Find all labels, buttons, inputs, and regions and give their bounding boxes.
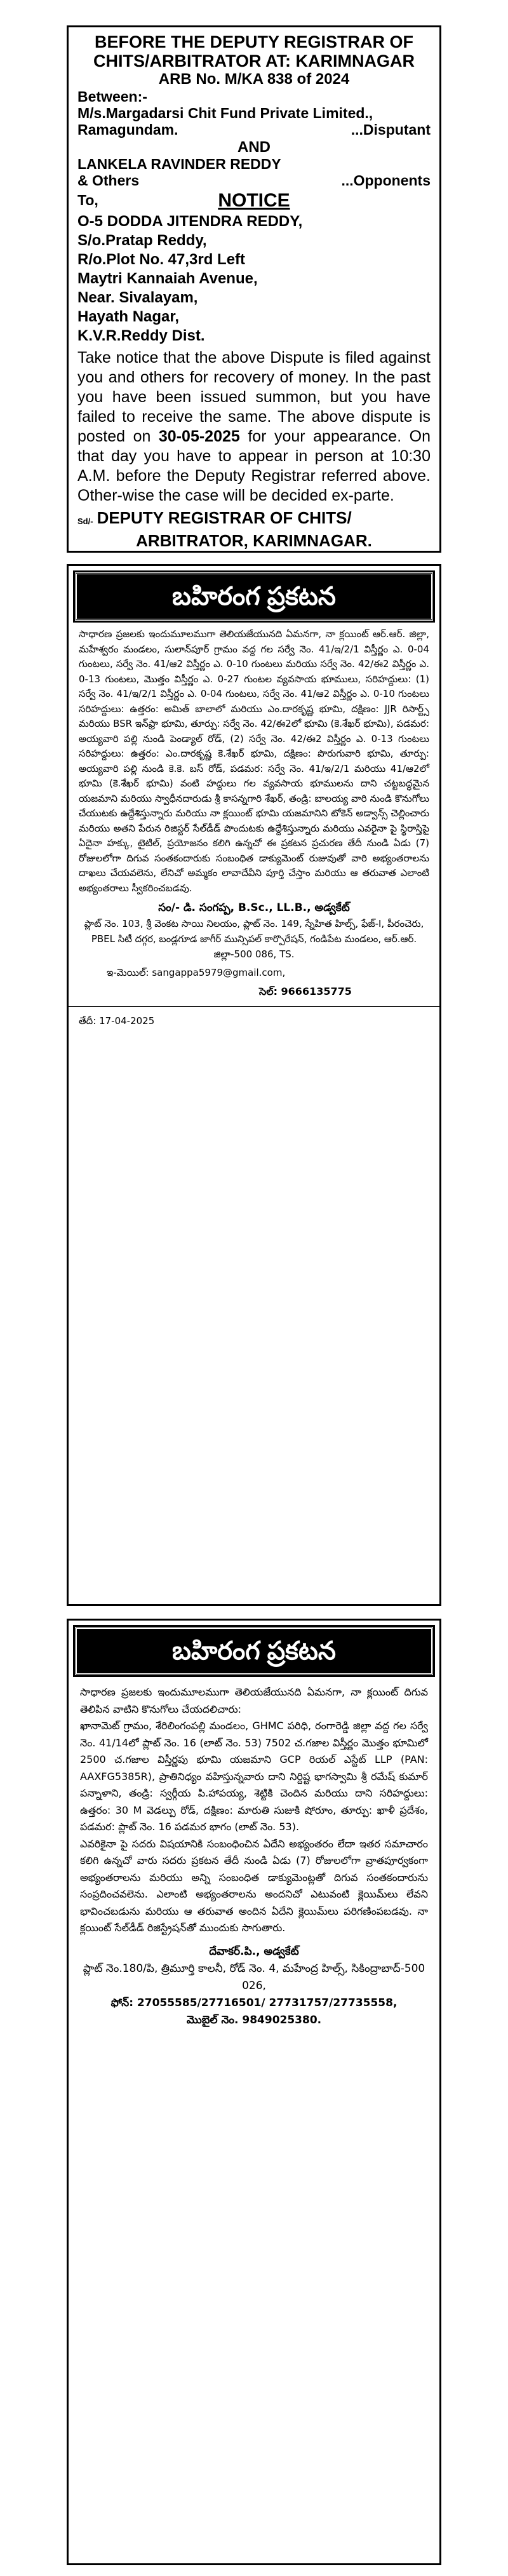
english-legal-notice [67, 25, 441, 553]
address-line: Near. Sivalayam, [77, 289, 198, 306]
advocate-name: సం/- డి. సంగప్ప, B.Sc., LL.B., అడ్వకేట్ [158, 901, 350, 914]
advocate-cell: సెల్: 9666135775 [259, 985, 352, 997]
opponent-name: LANKELA RAVINDER REDDY [77, 156, 281, 172]
advocate-mobile: మొబైల్ నెం. 9849025380. [186, 2013, 322, 2026]
opponent-others: & Others [77, 172, 140, 189]
address-line: R/o.Plot No. 47,3rd Left [77, 251, 246, 268]
notice-date: తేదీ: 17-04-2025 [69, 1006, 439, 1035]
notice-heading-line1: BEFORE THE DEPUTY REGISTRAR OF [94, 32, 414, 51]
notice-banner: బహిరంగ ప్రకటన [75, 572, 433, 621]
telugu-public-notice-1 [67, 564, 441, 1606]
signature-line1: DEPUTY REGISTRAR OF CHITS/ [97, 508, 352, 527]
plaintiff-name: M/s.Margadarsi Chit Fund Private Limited., [77, 105, 373, 121]
plaintiff-role: ...Disputant [351, 121, 431, 138]
advocate-phone: ఫోన్: 27055585/27716501/ 27731757/27735558, [110, 1996, 398, 2009]
opponent-role: ...Opponents [341, 172, 431, 189]
signature-block [77, 508, 431, 531]
notice-body-text: Take notice that the above Dispute is filed against you and others for recovery of money. In the past you have been issued summon, but you have failed to receive the same. The above dispute is posted on [77, 349, 431, 445]
notice-body [77, 348, 431, 506]
notice-body-text2: for your appearance. On that day you have to appear in person at 10:30 A.M. before the Deputy Registrar referred above. Other-wise the case will be decided ex-parte. [77, 428, 431, 504]
address-line: Maytri Kannaiah Avenue, [77, 270, 258, 287]
notice-heading-line2: CHITS/ARBITRATOR AT: KARIMNAGAR [93, 51, 415, 71]
arb-number: ARB No. M/KA 838 of 2024 [158, 71, 350, 88]
advocate-address: ప్లాట్ నెం. 103, శ్రీ వెంకట సాయి నిలయం, ప్లాట్ నెం. 149, స్నేహిత హిల్స్, ఫేజ్-I, పీరంచెరు, PBEL సిటీ దగ్గర, బండ్లగూడ జాగీర్ మున్సిపల్ కార్పొరేషన్, గండిపేట మండలం, ఆర్.ఆర్. జిల్లా-500 086, TS. [84, 918, 424, 960]
and-label: AND [237, 138, 271, 156]
between-label: Between:- [77, 88, 147, 105]
plaintiff-row [77, 121, 431, 138]
telugu-public-notice-2 [67, 1619, 441, 2565]
notice-body: సాధారణ ప్రజలకు ఇందుమూలముగా తెలియజేయునది ఏమనగా, నా క్లయింట్ ఆర్.ఆర్. జిల్లా, మహేశ్వరం మండలం, సులాన్‌పూర్ గ్రామం వద్ద గల సర్వే నెం. 41/ఇ/2/1 విస్తీర్ణం ఎ. 0-04 గుంటలు, సర్వే నెం. 41/ఆ2 విస్తీర్ణం ఎ. 0-10 గుంటలు మరియు సర్వే నెం. 42/ఈ2 విస్తీర్ణం ఎ. 0-13 గుంటలు, మొత్తం విస్తీర్ణం ఎ. 0-27 గుంటల వ్యవసాయ భూములు, సరిహద్దులు: (1) సర్వే నెం. 41/ఇ/2/1 విస్తీర్ణం ఎ. 0-04 గుంటలు, సర్వే నెం. 41/ఆ2 విస్తీర్ణం ఎ. 0-10 గుంటలు సరిహద్దులు: ఉత్తరం: అమిత్ బాలాలో మరియు ఎం.దారకృష్ణ భూమి, దక్షిణం: JJR రిసార్ట్స్ మరియు BSR ఇన్‌ఫ్రా భూమి, తూర్పు: సర్వే నెం. 42/ఈ2లో భూమి (కె.శేఖర్ భూమి), పడమర: అయ్యవారి పల్లి నుండి పెండ్యాల్ రోడ్, (2) సర్వే నెం. 42/ఈ2 విస్తీర్ణం ఎ. 0-13 గుంటలు సరిహద్దులు: ఉత్తరం: ఎం.దారకృష్ణ కె.శేఖర్ భూమి, దక్షిణం: పొరుగువారి భూమి, తూర్పు: అయ్యవారి పల్లి నుండి కె.కె. బస్ రోడ్, పడమర: సర్వే నెం. 41/ఇ/2/1 మరియు 41/ఆ2లో భూమి (కె.శేఖర్ భూమి) వంటి హద్దులు గల వ్యవసాయ భూములను దాని చట్టబద్ధమైన యజమాని మరియు స్వాధీనదారుడు శ్రీ కాసన్నగారి శేఖర్, తండ్రి: బాలయ్య వారి నుండి కొనుగోలు చేయుటకు ఉద్దేశిస్తున్నారు మరియు నా క్లయింట్ భూమి యజమానిని టోకెన్ అడ్వాన్స్ చెల్లించారు మరియు అతని పేరున రిజిస్టర్ సేల్‌డీడ్ పొందుటకు ఉద్దేశిస్తున్నారు మరియు ఎవరైనా పై స్థిరాస్తిపై ఏదైనా హక్కు, టైటిల్, ప్రయోజనం కలిగి ఉన్నచో ఈ ప్రకటన ప్రచురణ తేదీ నుండి ఏడు (7) రోజులలోగా దిగువ సంతకందారుకు సంబంధిత డాక్యుమెంట్ రుజువుతో వారి అభ్యంతరాలను దాఖలు చేయవలెను, లేనిచో అమ్మకం లావాదేవీని పూర్తి చేస్తాం మరియు ఆ తరువాత ఎలాంటి అభ్యంతరాలు స్వీకరించబడవు. [79, 628, 429, 894]
address-line: K.V.R.Reddy Dist. [77, 327, 205, 344]
notice-body: సాధారణ ప్రజలకు ఇందుమూలముగా తెలియజేయునది ఏమనగా, నా క్లయింట్ దిగువ తెలిపిన వాటిని కొనుగోలు చేయదలిచారు: ఖానామెట్ గ్రామం, శేరిలింగంపల్లి మండలం, GHMC పరిధి, రంగారెడ్డి జిల్లా వద్ద గల సర్వే నెం. 41/14లో ప్లాట్ నెం. 16 (లాట్ నెం. 53) 7502 చ.గజాల విస్తీర్ణం మొత్తం భూమిలో 2500 చ.గజాల విస్తీర్ణపు భూమి యజమాని GCP రియల్ ఎస్టేట్ LLP (PAN: AAXFG5385R), ప్రాతినిధ్యం వహిస్తున్నవారు దాని నిర్దిష్ట భాగస్వామి శ్రీ రమేష్ కుమార్ పన్నాళాని, తండ్రి: స్వర్గీయ పి.హాపయ్య, శెట్టికి చెందిన మరియు దాని సరిహద్దులు: ఉత్తరం: 30 M వెడల్పు రోడ్, దక్షిణం: మారుతి సుజుకి షోరూం, తూర్పు: ఖాళీ ప్రదేశం, పడమర: ప్లాట్ నెం. 16 పడమర భాగం (లాట్ నెం. 53). ఎవరికైనా పై సదరు విషయానికి సంబంధించిన ఏదేని అభ్యంతరం లేదా ఇతర సమాచారం కలిగి ఉన్నచో వారు సదరు ప్రకటన తేదీ నుండి ఏడు (7) రోజులలోగా వ్రాతపూర్వకంగా అభ్యంతరాలను మరియు అన్ని సంబంధిత డాక్యుమెంట్లతో దిగువ సంతకందారును సంప్రదించవలెను. ఎలాంటి అభ్యంతరాలను అందనిచో ఎటువంటి క్లెయిమ్‌లు లేవని భావించబడును మరియు ఆ తరువాత అందిన ఏదేని క్లెయిమ్‌లు పరిగణింపబడవు. నా క్లయింట్ సేల్‌డీడ్ రిజిస్ట్రేషన్‌తో ముందుకు సాగుతారు. [80, 1686, 428, 1934]
address-line: S/o.Pratap Reddy, [77, 232, 207, 249]
advocate-email: ఇ-మెయిల్: sangappa5979@gmail.com, [107, 967, 286, 978]
advocate-name: దేవాకర్.పి., అడ్వకేట్ [209, 1945, 299, 1958]
to-label: To, [77, 192, 98, 208]
opponent-row [77, 172, 431, 189]
address-line: Hayath Nagar, [77, 308, 180, 325]
advocate-address: ప్లాట్ నెం.180/పి, త్రిమూర్తి కాలనీ, రోడ్ నెం. 4, మహేంద్ర హిల్స్, సికింద్రాబాద్-500 026, [83, 1962, 425, 1992]
address-line: O-5 DODDA JITENDRA REDDY, [77, 213, 303, 230]
posted-date: 30-05-2025 [158, 428, 240, 445]
signature-line2: ARBITRATOR, KARIMNAGAR. [136, 531, 372, 550]
notice-title: NOTICE [218, 190, 290, 211]
recipient-address [77, 212, 431, 346]
notice-banner: బహిరంగ ప్రకటన [75, 1627, 433, 1675]
plaintiff-place: Ramagundam. [77, 121, 178, 138]
sd-label: Sd/- [77, 516, 93, 526]
